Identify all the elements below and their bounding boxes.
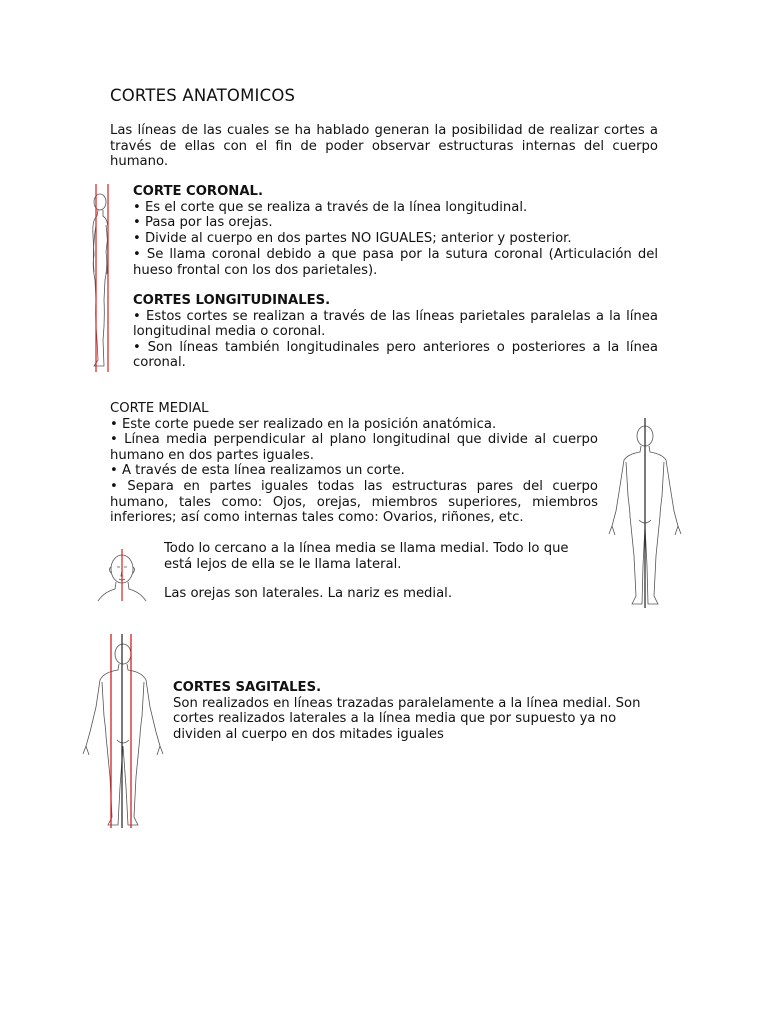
longitudinales-line: • Son líneas también longitudinales pero anteriores o posteriores a la línea coronal. [133,339,658,371]
longitudinales-section [133,293,658,371]
medial-line: • Línea media perpendicular al plano longitudinal que divide al cuerpo humano en dos partes iguales. [110,432,598,463]
sagitales-text: Son realizados en líneas trazadas paralelamente a la línea medial. Son cortes realizados laterales a la línea media que por supuesto ya no dividen al cuerpo en dos mitades iguales [173,695,641,742]
medial-notes [164,541,584,602]
coronal-line: • Se llama coronal debido a que pasa por la sutura coronal (Articulación del hueso frontal con los dos parietales). [133,247,658,278]
head-figure [96,547,148,603]
coronal-section [133,184,658,246]
medial-line: • Separa en partes iguales todas las estructuras pares del cuerpo humano, tales como: Ojos, orejas, miembros superiores, miembros inferiores; así como internas tales como: Ovarios, riñones, etc. [110,478,598,526]
medial-line: • Este corte puede ser realizado en la posición anatómica. [110,416,497,432]
coronal-line: • Es el corte que se realiza a través de la línea longitudinal. [133,199,528,215]
longitudinales-line: • Estos cortes se realizan a través de las líneas parietales paralelas a la línea longitudinal media o coronal. [133,308,658,340]
page-title: CORTES ANATOMICOS [110,86,296,105]
medial-note: Todo lo cercano a la línea media se llama medial. Todo lo que está lejos de ella se le llama lateral. [164,541,569,572]
coronal-heading: CORTE CORONAL. [133,184,263,199]
sagitales-heading: CORTES SAGITALES. [173,680,322,695]
intro-paragraph: Las líneas de las cuales se ha hablado generan la posibilidad de realizar cortes a través de ellas con el fin de poder observar estructuras internas del cuerpo humano. [110,123,658,170]
coronal-line: • Pasa por las orejas. [133,215,273,231]
sagitales-section [173,680,658,742]
coronal-line: • Divide al cuerpo en dos partes NO IGUALES; anterior y posterior. [133,230,572,246]
longitudinales-heading: CORTES LONGITUDINALES. [133,293,331,308]
medial-section [110,401,598,526]
front-view-body-figure [606,416,684,610]
side-view-body-figure [82,180,122,374]
medial-line: • A través de esta línea realizamos un corte. [110,463,405,479]
medial-note: Las orejas son laterales. La nariz es medial. [164,586,453,602]
medial-heading: CORTE MEDIAL [110,401,209,416]
sagital-body-figure [80,632,166,830]
